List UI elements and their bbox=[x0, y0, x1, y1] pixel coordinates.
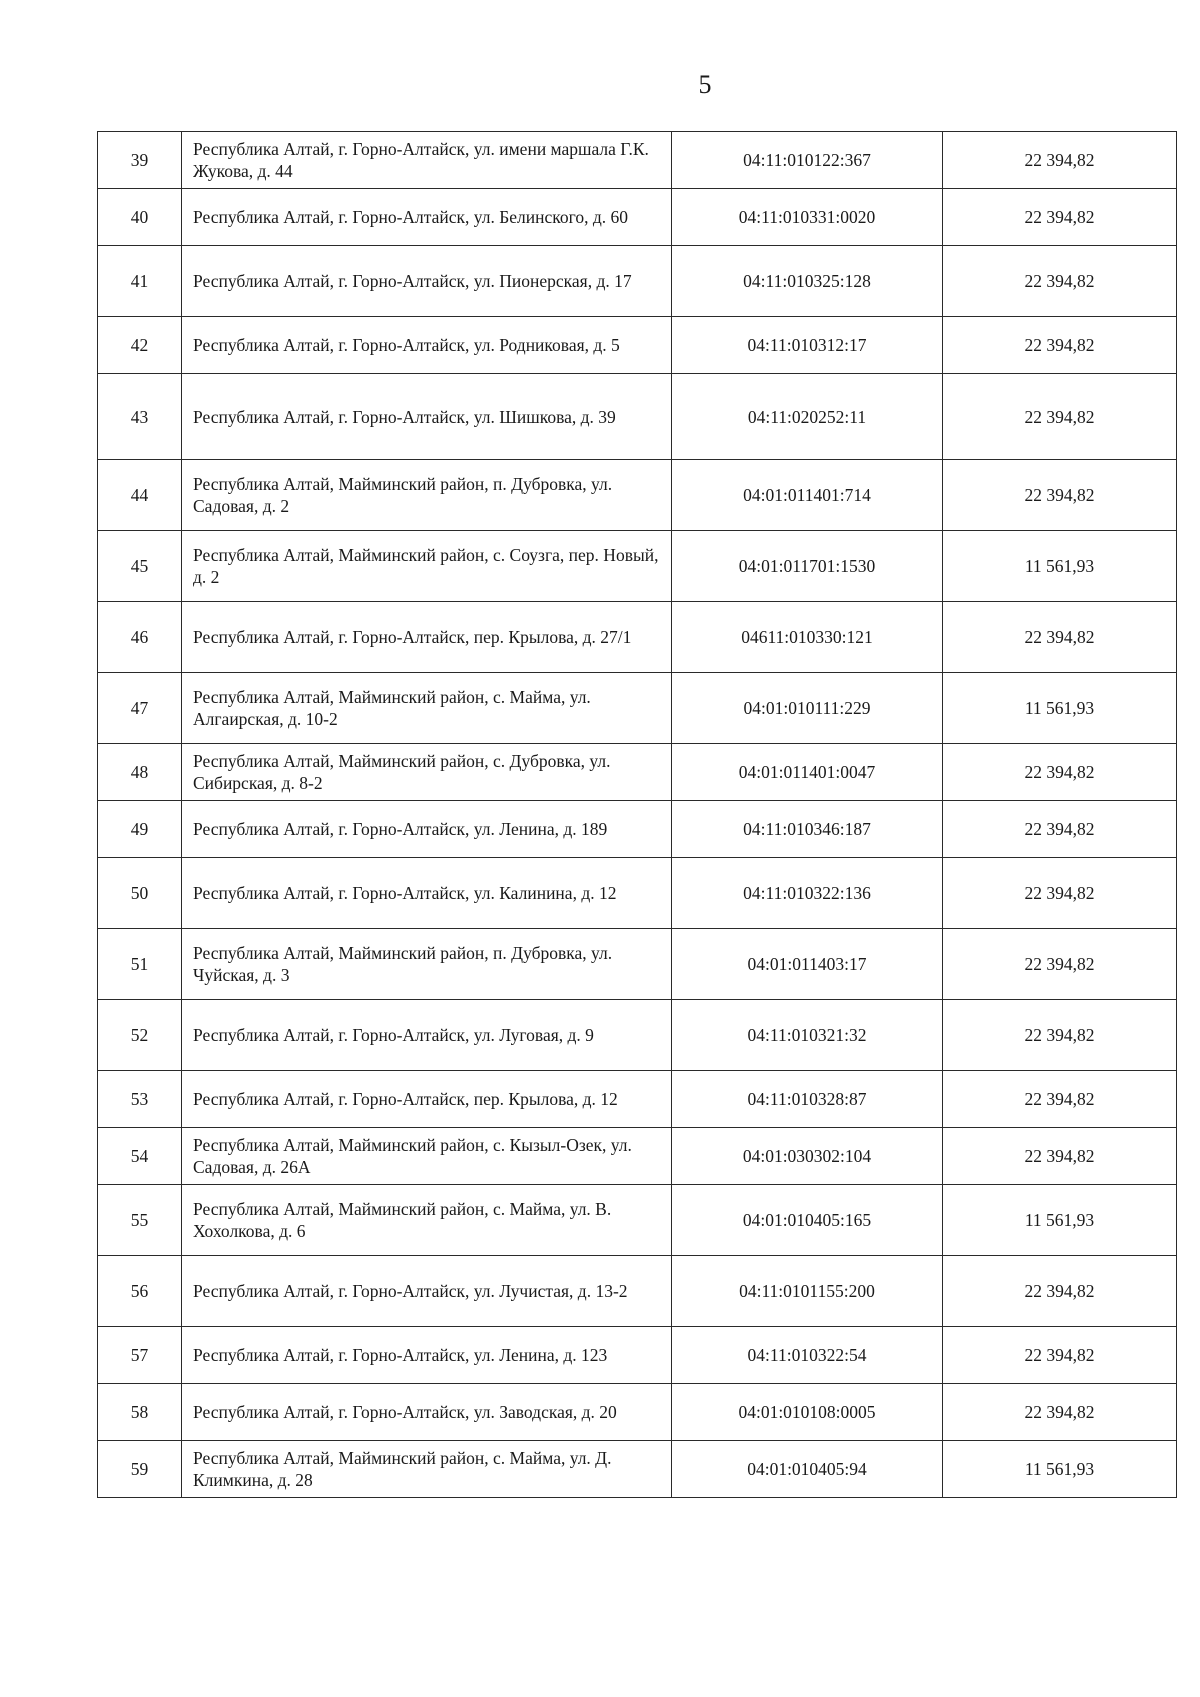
row-cadastral-number: 04:11:020252:11 bbox=[672, 374, 943, 460]
row-number: 43 bbox=[98, 374, 182, 460]
row-cadastral-number: 04:11:010328:87 bbox=[672, 1071, 943, 1128]
table-row bbox=[98, 929, 1177, 1000]
row-number: 47 bbox=[98, 673, 182, 744]
row-amount: 11 561,93 bbox=[943, 1185, 1177, 1256]
row-number: 53 bbox=[98, 1071, 182, 1128]
row-address: Республика Алтай, Майминский район, с. Соузга, пер. Новый, д. 2 bbox=[182, 531, 672, 602]
table-row bbox=[98, 1327, 1177, 1384]
property-table bbox=[97, 131, 1177, 1498]
table-row bbox=[98, 132, 1177, 189]
row-address: Республика Алтай, г. Горно-Алтайск, ул. Заводская, д. 20 bbox=[182, 1384, 672, 1441]
row-address: Республика Алтай, Майминский район, с. Майма, ул. Алгаирская, д. 10-2 bbox=[182, 673, 672, 744]
row-cadastral-number: 04611:010330:121 bbox=[672, 602, 943, 673]
row-amount: 22 394,82 bbox=[943, 1128, 1177, 1185]
row-number: 50 bbox=[98, 858, 182, 929]
row-number: 42 bbox=[98, 317, 182, 374]
row-amount: 11 561,93 bbox=[943, 1441, 1177, 1498]
row-number: 55 bbox=[98, 1185, 182, 1256]
table-row bbox=[98, 317, 1177, 374]
table-row bbox=[98, 673, 1177, 744]
row-number: 49 bbox=[98, 801, 182, 858]
row-amount: 22 394,82 bbox=[943, 317, 1177, 374]
row-cadastral-number: 04:01:011401:714 bbox=[672, 460, 943, 531]
row-number: 57 bbox=[98, 1327, 182, 1384]
table-row bbox=[98, 1185, 1177, 1256]
table-row bbox=[98, 744, 1177, 801]
row-amount: 22 394,82 bbox=[943, 929, 1177, 1000]
row-address: Республика Алтай, г. Горно-Алтайск, ул. Шишкова, д. 39 bbox=[182, 374, 672, 460]
row-amount: 22 394,82 bbox=[943, 1256, 1177, 1327]
table-row bbox=[98, 1000, 1177, 1071]
row-cadastral-number: 04:01:011401:0047 bbox=[672, 744, 943, 801]
table-row bbox=[98, 531, 1177, 602]
row-address: Республика Алтай, Майминский район, с. Майма, ул. Д. Климкина, д. 28 bbox=[182, 1441, 672, 1498]
page-number: 5 bbox=[698, 70, 712, 99]
table-body bbox=[98, 132, 1177, 1498]
row-amount: 22 394,82 bbox=[943, 374, 1177, 460]
row-address: Республика Алтай, г. Горно-Алтайск, ул. Родниковая, д. 5 bbox=[182, 317, 672, 374]
row-cadastral-number: 04:01:010108:0005 bbox=[672, 1384, 943, 1441]
row-cadastral-number: 04:01:010111:229 bbox=[672, 673, 943, 744]
row-cadastral-number: 04:11:010325:128 bbox=[672, 246, 943, 317]
row-cadastral-number: 04:01:030302:104 bbox=[672, 1128, 943, 1185]
table-row bbox=[98, 1256, 1177, 1327]
row-address: Республика Алтай, Майминский район, с. Майма, ул. В. Хохолкова, д. 6 bbox=[182, 1185, 672, 1256]
row-number: 52 bbox=[98, 1000, 182, 1071]
table-row bbox=[98, 1384, 1177, 1441]
row-cadastral-number: 04:01:011403:17 bbox=[672, 929, 943, 1000]
table-row bbox=[98, 189, 1177, 246]
row-number: 40 bbox=[98, 189, 182, 246]
row-cadastral-number: 04:11:010331:0020 bbox=[672, 189, 943, 246]
row-amount: 11 561,93 bbox=[943, 673, 1177, 744]
row-cadastral-number: 04:11:010321:32 bbox=[672, 1000, 943, 1071]
row-address: Республика Алтай, Майминский район, п. Дубровка, ул. Чуйская, д. 3 bbox=[182, 929, 672, 1000]
row-amount: 22 394,82 bbox=[943, 1327, 1177, 1384]
row-cadastral-number: 04:11:010122:367 bbox=[672, 132, 943, 189]
table-row bbox=[98, 246, 1177, 317]
row-amount: 22 394,82 bbox=[943, 189, 1177, 246]
row-cadastral-number: 04:01:011701:1530 bbox=[672, 531, 943, 602]
row-address: Республика Алтай, г. Горно-Алтайск, пер. Крылова, д. 27/1 bbox=[182, 602, 672, 673]
row-cadastral-number: 04:11:0101155:200 bbox=[672, 1256, 943, 1327]
row-address: Республика Алтай, г. Горно-Алтайск, ул. Калинина, д. 12 bbox=[182, 858, 672, 929]
table-row bbox=[98, 1071, 1177, 1128]
table-row bbox=[98, 1441, 1177, 1498]
row-number: 59 bbox=[98, 1441, 182, 1498]
row-amount: 22 394,82 bbox=[943, 460, 1177, 531]
row-cadastral-number: 04:11:010322:136 bbox=[672, 858, 943, 929]
row-amount: 22 394,82 bbox=[943, 246, 1177, 317]
row-address: Республика Алтай, г. Горно-Алтайск, ул. имени маршала Г.К. Жукова, д. 44 bbox=[182, 132, 672, 189]
table-row bbox=[98, 602, 1177, 673]
row-number: 45 bbox=[98, 531, 182, 602]
row-number: 58 bbox=[98, 1384, 182, 1441]
table-row bbox=[98, 374, 1177, 460]
row-amount: 11 561,93 bbox=[943, 531, 1177, 602]
row-amount: 22 394,82 bbox=[943, 1000, 1177, 1071]
row-amount: 22 394,82 bbox=[943, 744, 1177, 801]
row-number: 46 bbox=[98, 602, 182, 673]
row-number: 44 bbox=[98, 460, 182, 531]
row-address: Республика Алтай, г. Горно-Алтайск, ул. Лучистая, д. 13-2 bbox=[182, 1256, 672, 1327]
row-cadastral-number: 04:11:010312:17 bbox=[672, 317, 943, 374]
row-number: 54 bbox=[98, 1128, 182, 1185]
row-amount: 22 394,82 bbox=[943, 1384, 1177, 1441]
row-amount: 22 394,82 bbox=[943, 602, 1177, 673]
row-amount: 22 394,82 bbox=[943, 132, 1177, 189]
row-number: 41 bbox=[98, 246, 182, 317]
row-amount: 22 394,82 bbox=[943, 801, 1177, 858]
table-row bbox=[98, 801, 1177, 858]
row-address: Республика Алтай, Майминский район, п. Дубровка, ул. Садовая, д. 2 bbox=[182, 460, 672, 531]
row-cadastral-number: 04:01:010405:94 bbox=[672, 1441, 943, 1498]
row-amount: 22 394,82 bbox=[943, 1071, 1177, 1128]
row-cadastral-number: 04:11:010346:187 bbox=[672, 801, 943, 858]
row-number: 51 bbox=[98, 929, 182, 1000]
table-row bbox=[98, 460, 1177, 531]
row-address: Республика Алтай, Майминский район, с. Кызыл-Озек, ул. Садовая, д. 26А bbox=[182, 1128, 672, 1185]
row-number: 48 bbox=[98, 744, 182, 801]
row-number: 39 bbox=[98, 132, 182, 189]
row-address: Республика Алтай, г. Горно-Алтайск, ул. Белинского, д. 60 bbox=[182, 189, 672, 246]
row-number: 56 bbox=[98, 1256, 182, 1327]
row-cadastral-number: 04:11:010322:54 bbox=[672, 1327, 943, 1384]
row-address: Республика Алтай, г. Горно-Алтайск, ул. Пионерская, д. 17 bbox=[182, 246, 672, 317]
table-row bbox=[98, 858, 1177, 929]
row-address: Республика Алтай, Майминский район, с. Дубровка, ул. Сибирская, д. 8-2 bbox=[182, 744, 672, 801]
row-cadastral-number: 04:01:010405:165 bbox=[672, 1185, 943, 1256]
table-row bbox=[98, 1128, 1177, 1185]
row-amount: 22 394,82 bbox=[943, 858, 1177, 929]
row-address: Республика Алтай, г. Горно-Алтайск, ул. Ленина, д. 189 bbox=[182, 801, 672, 858]
row-address: Республика Алтай, г. Горно-Алтайск, пер. Крылова, д. 12 bbox=[182, 1071, 672, 1128]
row-address: Республика Алтай, г. Горно-Алтайск, ул. Ленина, д. 123 bbox=[182, 1327, 672, 1384]
row-address: Республика Алтай, г. Горно-Алтайск, ул. Луговая, д. 9 bbox=[182, 1000, 672, 1071]
